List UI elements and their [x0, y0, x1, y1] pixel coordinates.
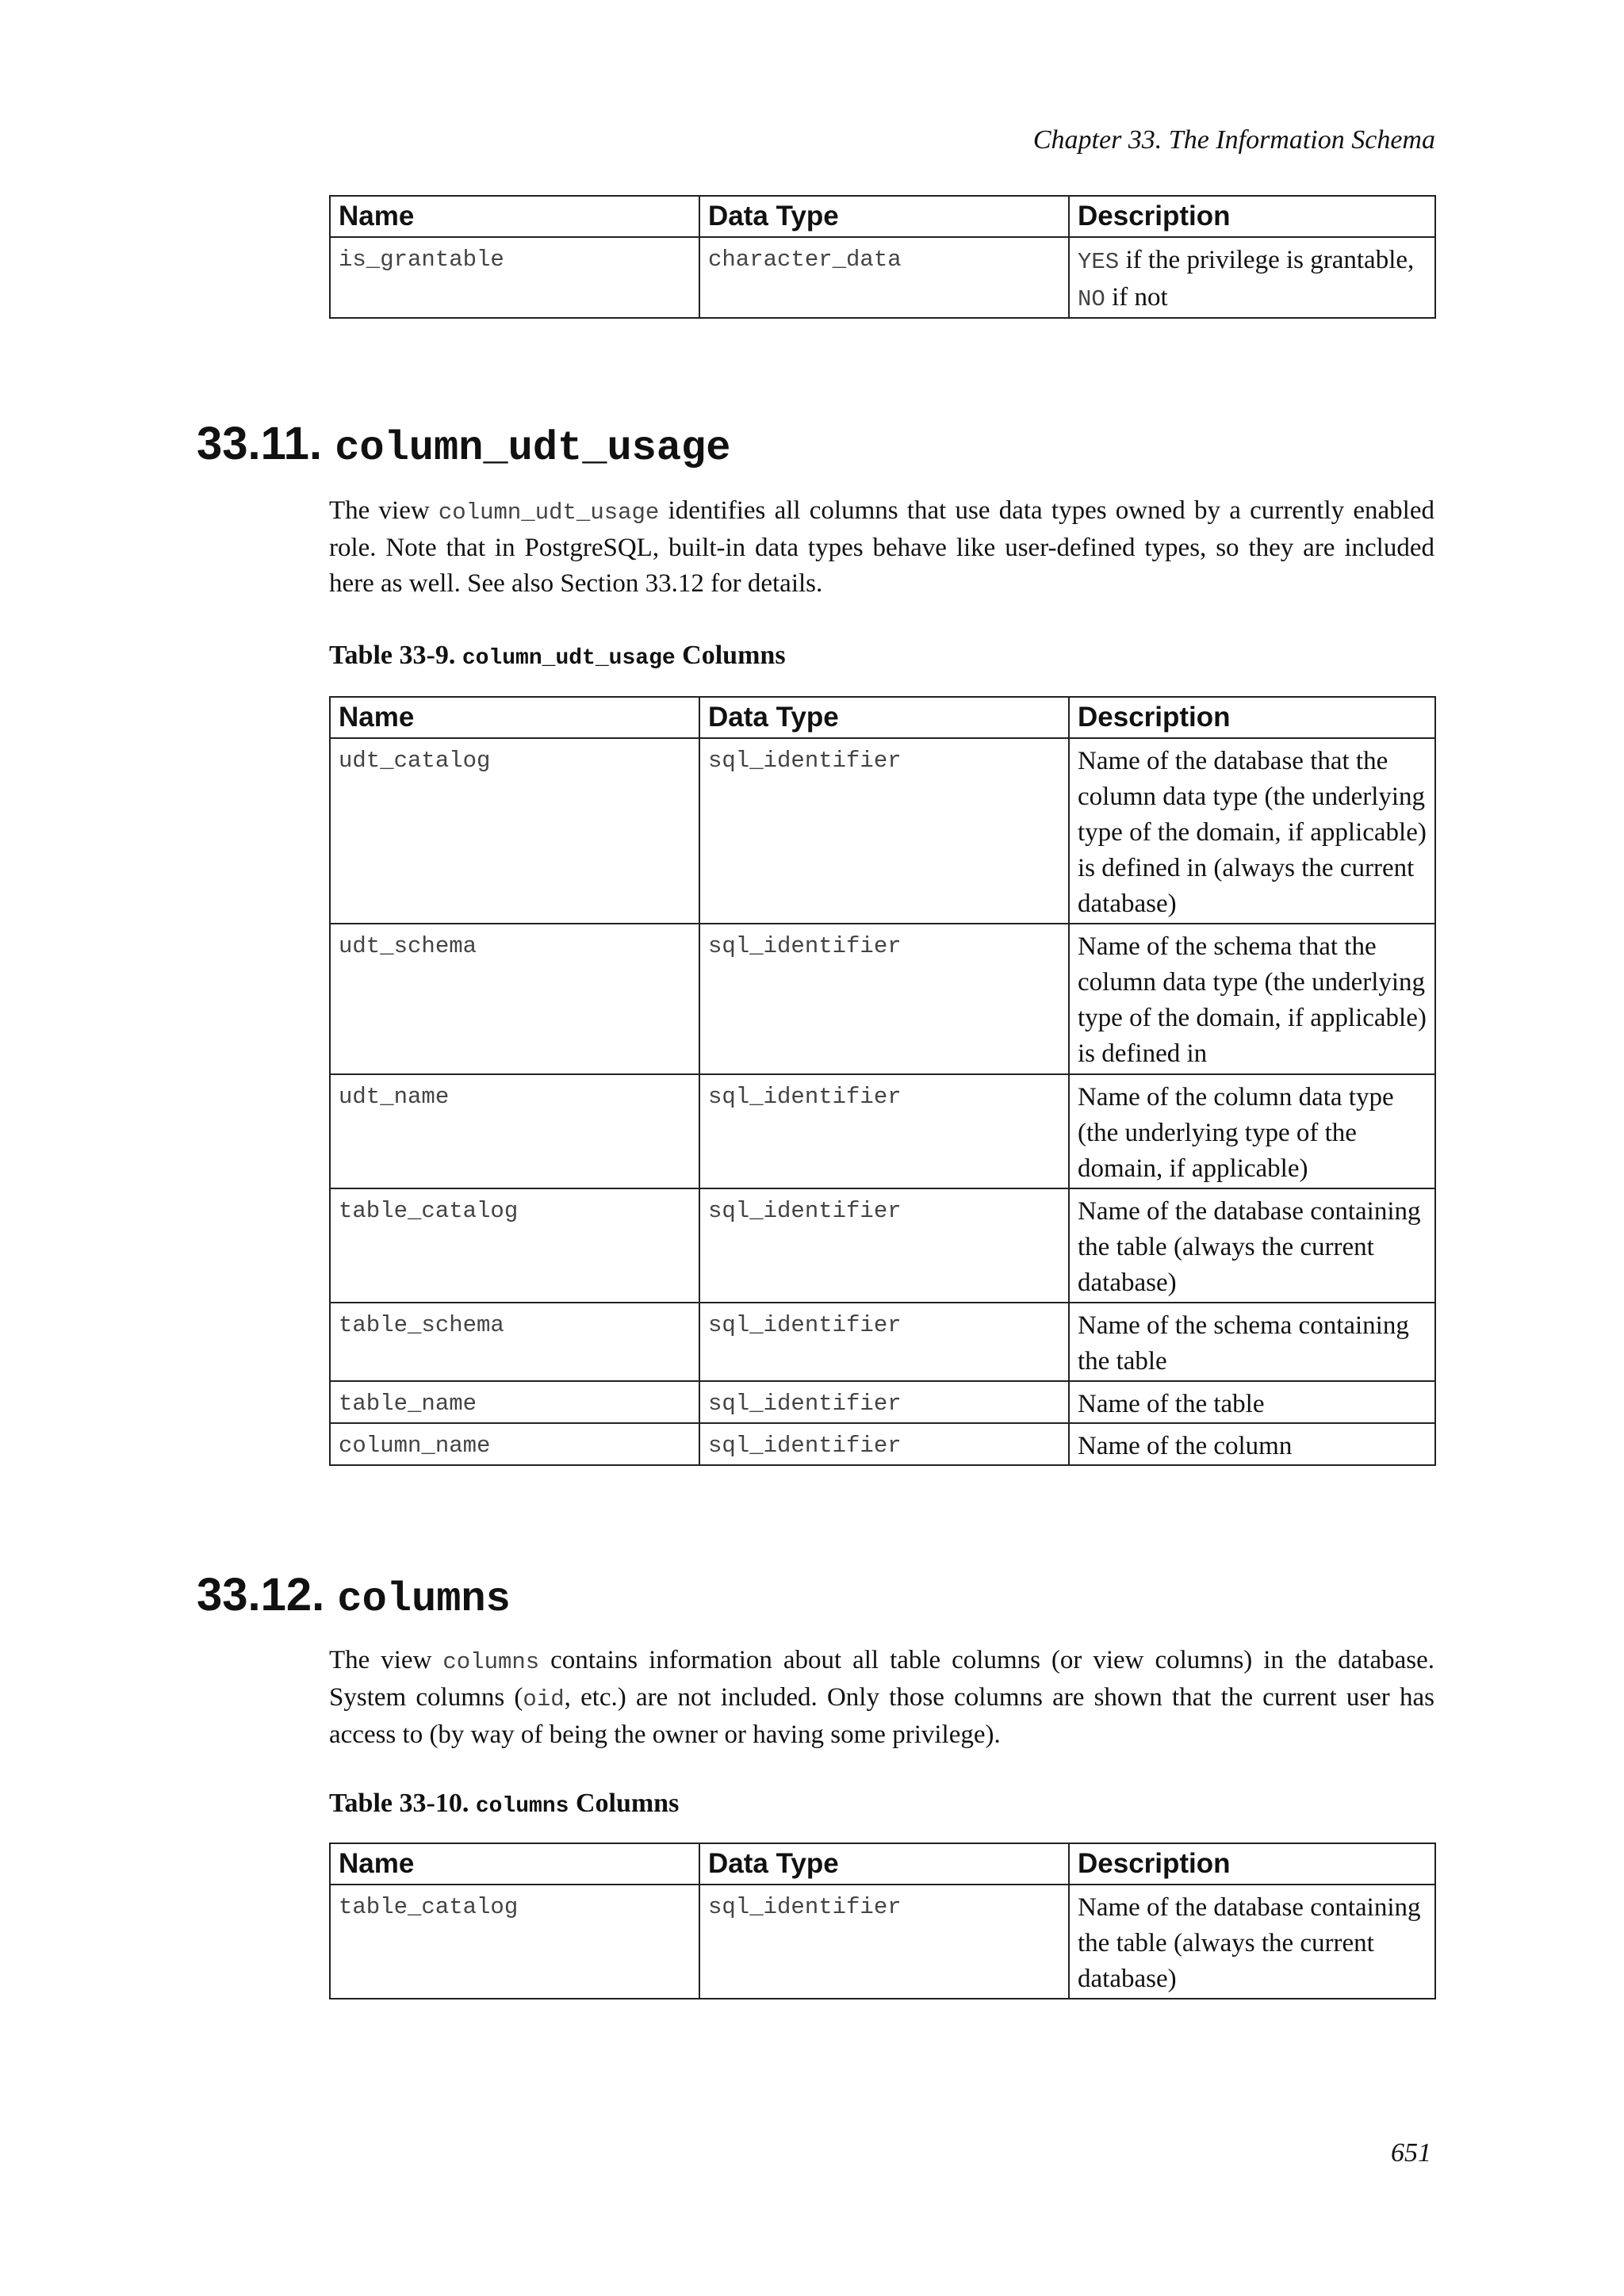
column-header-name: Name — [330, 196, 699, 237]
column-header-name: Name — [330, 1843, 699, 1885]
page-number: 651 — [1391, 2138, 1431, 2168]
para-code: columns — [442, 1649, 540, 1675]
column-header-data-type: Data Type — [699, 196, 1069, 237]
desc-text: if not — [1105, 283, 1168, 312]
cell-description: Name of the schema that the column data type (the underlying type of the domain, if applicable) is defined in — [1069, 924, 1435, 1074]
code-no: NO — [1078, 286, 1105, 312]
cell-data-type: sql_identifier — [699, 1188, 1069, 1303]
cell-description: Name of the table — [1069, 1381, 1435, 1423]
cell-description: Name of the column data type (the underlying type of the domain, if applicable) — [1069, 1074, 1435, 1188]
section-heading-33-12 — [197, 1568, 511, 1623]
table-row — [330, 1423, 1435, 1465]
cell-data-type: sql_identifier — [699, 1303, 1069, 1381]
table-header-row — [330, 697, 1435, 738]
table-row — [330, 1381, 1435, 1423]
column-header-description: Description — [1069, 697, 1435, 738]
cell-description: Name of the column — [1069, 1423, 1435, 1465]
cell-description: Name of the schema containing the table — [1069, 1303, 1435, 1381]
table-caption-33-9 — [329, 641, 786, 671]
caption-suffix: Columns — [569, 1789, 680, 1818]
caption-prefix: Table 33-9. — [329, 641, 462, 670]
para-code: oid — [523, 1686, 565, 1712]
cell-data-type: sql_identifier — [699, 924, 1069, 1074]
cell-description: Name of the database that the column data type (the underlying type of the domain, if applicable) is defined in (always the current database) — [1069, 738, 1435, 924]
section-heading-33-11 — [197, 417, 730, 472]
section-number: 33.12. — [197, 1569, 325, 1621]
para-text: , etc.) are not included. Only those columns are shown that the current user has access to (by way of being the owner or having some privilege). — [329, 1683, 1434, 1749]
table-row — [330, 1885, 1435, 1999]
caption-prefix: Table 33-10. — [329, 1789, 476, 1818]
section-33-12-paragraph — [329, 1643, 1434, 1753]
cell-data-type: sql_identifier — [699, 1423, 1069, 1465]
code-yes: YES — [1078, 249, 1120, 275]
desc-text: if the privilege is grantable, — [1119, 246, 1415, 274]
caption-code: column_udt_usage — [462, 646, 676, 671]
table-header-row — [330, 1843, 1435, 1885]
section-number: 33.11. — [197, 418, 323, 469]
table-row — [330, 1188, 1435, 1303]
column-header-name: Name — [330, 697, 699, 738]
table-row — [330, 1303, 1435, 1381]
table-row — [330, 1074, 1435, 1188]
para-text: The view — [329, 496, 439, 525]
table-header-row — [330, 196, 1435, 237]
cell-description: Name of the database containing the table (always the current database) — [1069, 1188, 1435, 1303]
column-header-data-type: Data Type — [699, 697, 1069, 738]
caption-code: columns — [475, 1794, 569, 1819]
table-row — [330, 738, 1435, 924]
para-text: contains information about all table columns (or view columns) in the database. System columns ( — [329, 1646, 1434, 1712]
cell-name: udt_schema — [330, 924, 699, 1074]
cell-description — [1069, 237, 1435, 318]
section-name: column_udt_usage — [335, 425, 731, 472]
section-name: columns — [337, 1576, 511, 1623]
cell-name: column_name — [330, 1423, 699, 1465]
running-header: Chapter 33. The Information Schema — [1032, 125, 1435, 155]
cell-description: Name of the database containing the table (always the current database) — [1069, 1885, 1435, 1999]
cell-data-type: sql_identifier — [699, 738, 1069, 924]
column-header-description: Description — [1069, 196, 1435, 237]
caption-suffix: Columns — [675, 641, 786, 670]
cell-data-type: sql_identifier — [699, 1074, 1069, 1188]
section-33-11-paragraph — [329, 493, 1434, 602]
para-text: identifies all columns that use data types owned by a currently enabled role. Note that in PostgreSQL, built-in data types behave like user-defined types, so they are included here as well. See also Section 33.12 for details. — [329, 496, 1435, 598]
column-header-data-type: Data Type — [699, 1843, 1069, 1885]
table-row — [330, 237, 1435, 318]
privileges-table-continuation — [329, 195, 1436, 319]
cell-name: udt_catalog — [330, 738, 699, 924]
table-caption-33-10 — [329, 1789, 679, 1819]
cell-name: table_catalog — [330, 1188, 699, 1303]
cell-name: table_schema — [330, 1303, 699, 1381]
columns-table — [329, 1843, 1436, 1999]
para-text: The view — [329, 1646, 443, 1674]
column-header-description: Description — [1069, 1843, 1435, 1885]
column-udt-usage-table — [329, 696, 1436, 1466]
cell-data-type: sql_identifier — [699, 1381, 1069, 1423]
cell-name: table_catalog — [330, 1885, 699, 1999]
cell-name: is_grantable — [330, 237, 699, 318]
para-code: column_udt_usage — [438, 499, 660, 526]
cell-name: table_name — [330, 1381, 699, 1423]
cell-data-type: sql_identifier — [699, 1885, 1069, 1999]
cell-name: udt_name — [330, 1074, 699, 1188]
cell-data-type: character_data — [699, 237, 1069, 318]
table-row — [330, 924, 1435, 1074]
